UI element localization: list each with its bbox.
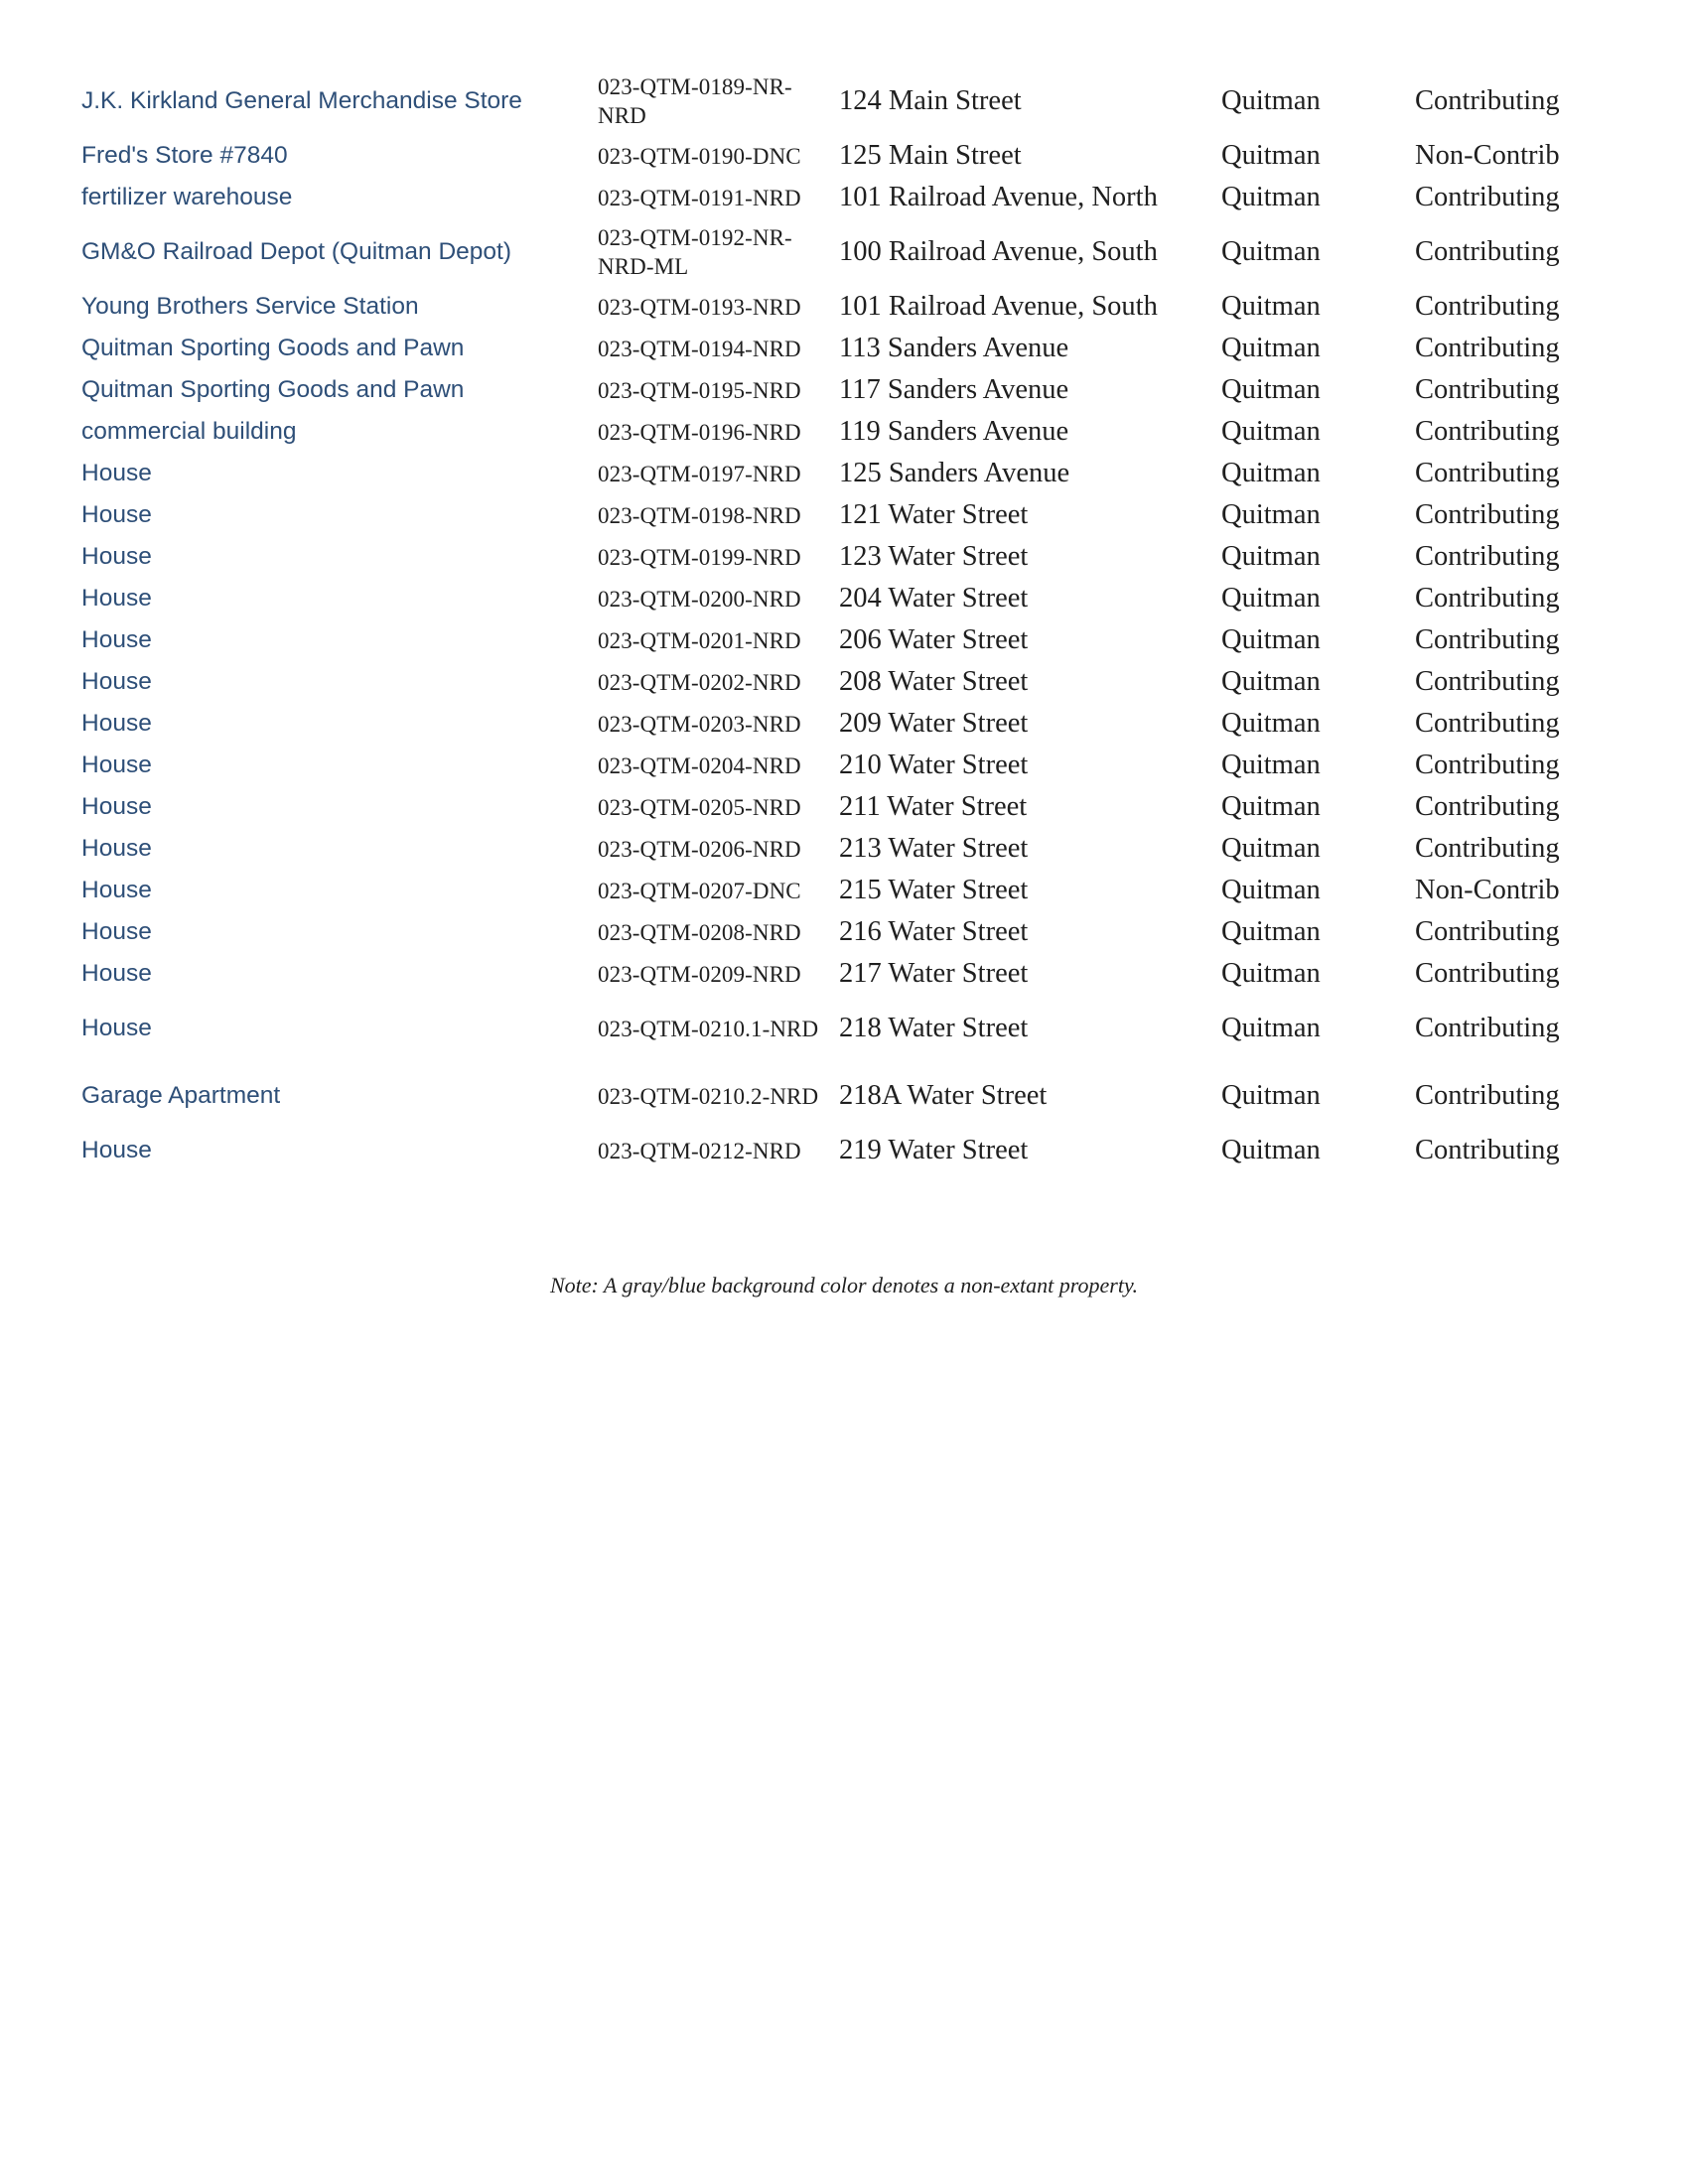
contributing-status: Contributing — [1415, 750, 1560, 780]
property-address: 100 Railroad Avenue, South — [839, 236, 1158, 267]
contributing-status: Contributing — [1415, 85, 1560, 116]
contributing-status: Contributing — [1415, 541, 1560, 572]
property-name: House — [81, 501, 152, 528]
property-address: 125 Sanders Avenue — [839, 458, 1070, 488]
contributing-status: Contributing — [1415, 374, 1560, 405]
table-row — [81, 218, 1614, 286]
property-name: House — [81, 877, 152, 903]
site-id: 023-QTM-0208-NRD — [598, 919, 801, 945]
site-id: 023-QTM-0203-NRD — [598, 711, 801, 737]
property-address: 210 Water Street — [839, 750, 1029, 780]
table-row — [81, 411, 1614, 453]
property-name: House — [81, 626, 152, 653]
site-id: 023-QTM-0207-DNC — [598, 878, 801, 903]
contributing-status: Contributing — [1415, 333, 1560, 363]
contributing-status: Non-Contrib — [1415, 140, 1560, 171]
property-address: 123 Water Street — [839, 541, 1029, 572]
table-body — [81, 68, 1614, 1171]
contributing-status: Contributing — [1415, 458, 1560, 488]
table-row — [81, 536, 1614, 578]
site-id: 023-QTM-0193-NRD — [598, 294, 801, 320]
site-id: 023-QTM-0198-NRD — [598, 502, 801, 528]
property-name: House — [81, 960, 152, 987]
property-name: House — [81, 543, 152, 570]
property-name: House — [81, 585, 152, 612]
property-name: House — [81, 1015, 152, 1041]
contributing-status: Contributing — [1415, 708, 1560, 739]
property-name: fertilizer warehouse — [81, 184, 293, 210]
property-address: 101 Railroad Avenue, South — [839, 291, 1158, 322]
site-id: 023-QTM-0206-NRD — [598, 836, 801, 862]
contributing-status: Contributing — [1415, 182, 1560, 212]
property-name: J.K. Kirkland General Merchandise Store — [81, 87, 522, 114]
site-id: 023-QTM-0200-NRD — [598, 586, 801, 612]
property-city: Quitman — [1221, 374, 1321, 405]
property-address: 217 Water Street — [839, 958, 1029, 989]
property-name: House — [81, 710, 152, 737]
property-address: 117 Sanders Avenue — [839, 374, 1069, 405]
property-address: 216 Water Street — [839, 916, 1029, 947]
contributing-status: Contributing — [1415, 958, 1560, 989]
contributing-status: Contributing — [1415, 916, 1560, 947]
property-name: Young Brothers Service Station — [81, 293, 419, 320]
property-address: 125 Main Street — [839, 140, 1022, 171]
property-city: Quitman — [1221, 182, 1321, 212]
contributing-status: Contributing — [1415, 833, 1560, 864]
property-city: Quitman — [1221, 833, 1321, 864]
site-id: 023-QTM-0204-NRD — [598, 752, 801, 778]
property-name: commercial building — [81, 418, 297, 445]
property-name: Garage Apartment — [81, 1082, 281, 1109]
property-name: House — [81, 751, 152, 778]
property-address: 113 Sanders Avenue — [839, 333, 1069, 363]
property-city: Quitman — [1221, 291, 1321, 322]
table-row — [81, 703, 1614, 745]
site-id: 023-QTM-0191-NRD — [598, 185, 801, 210]
property-city: Quitman — [1221, 140, 1321, 171]
table-row — [81, 453, 1614, 494]
property-name: House — [81, 1137, 152, 1163]
table-row — [81, 177, 1614, 218]
property-city: Quitman — [1221, 85, 1321, 116]
property-city: Quitman — [1221, 416, 1321, 447]
property-city: Quitman — [1221, 458, 1321, 488]
site-id: 023-QTM-0210.2-NRD — [598, 1083, 819, 1109]
property-address: 215 Water Street — [839, 875, 1029, 905]
property-name: Fred's Store #7840 — [81, 142, 288, 169]
table-row — [81, 911, 1614, 953]
site-id: 023-QTM-0197-NRD — [598, 461, 801, 486]
property-city: Quitman — [1221, 583, 1321, 614]
table-row — [81, 786, 1614, 828]
property-name: House — [81, 668, 152, 695]
property-name: House — [81, 918, 152, 945]
property-city: Quitman — [1221, 333, 1321, 363]
property-city: Quitman — [1221, 236, 1321, 267]
property-address: 211 Water Street — [839, 791, 1028, 822]
site-id: 023-QTM-0196-NRD — [598, 419, 801, 445]
property-address: 218A Water Street — [839, 1080, 1048, 1111]
property-city: Quitman — [1221, 1080, 1321, 1111]
table-row — [81, 1130, 1614, 1171]
property-name: Quitman Sporting Goods and Pawn — [81, 335, 465, 361]
property-name: House — [81, 793, 152, 820]
property-city: Quitman — [1221, 1135, 1321, 1165]
property-city: Quitman — [1221, 541, 1321, 572]
contributing-status: Contributing — [1415, 236, 1560, 267]
property-address: 124 Main Street — [839, 85, 1022, 116]
contributing-status: Contributing — [1415, 1080, 1560, 1111]
site-id: 023-QTM-0210.1-NRD — [598, 1016, 819, 1041]
table-row — [81, 661, 1614, 703]
property-address: 101 Railroad Avenue, North — [839, 182, 1158, 212]
property-address: 208 Water Street — [839, 666, 1029, 697]
property-city: Quitman — [1221, 958, 1321, 989]
contributing-status: Contributing — [1415, 791, 1560, 822]
property-inventory-table — [81, 68, 1614, 1171]
property-address: 121 Water Street — [839, 499, 1029, 530]
table-row — [81, 745, 1614, 786]
site-id: 023-QTM-0202-NRD — [598, 669, 801, 695]
site-id: 023-QTM-0205-NRD — [598, 794, 801, 820]
property-name: House — [81, 460, 152, 486]
property-city: Quitman — [1221, 750, 1321, 780]
property-city: Quitman — [1221, 791, 1321, 822]
property-city: Quitman — [1221, 499, 1321, 530]
table-row — [81, 953, 1614, 995]
property-address: 213 Water Street — [839, 833, 1029, 864]
table-row — [81, 328, 1614, 369]
table-row — [81, 494, 1614, 536]
contributing-status: Contributing — [1415, 1135, 1560, 1165]
property-address: 219 Water Street — [839, 1135, 1029, 1165]
property-city: Quitman — [1221, 624, 1321, 655]
table-row — [81, 369, 1614, 411]
contributing-status: Contributing — [1415, 624, 1560, 655]
table-footnote: Note: A gray/blue background color denotes a non-extant property. — [549, 1273, 1139, 1297]
table-row — [81, 68, 1614, 135]
table-row — [81, 619, 1614, 661]
property-name: House — [81, 835, 152, 862]
property-name: GM&O Railroad Depot (Quitman Depot) — [81, 238, 511, 265]
property-city: Quitman — [1221, 666, 1321, 697]
property-address: 204 Water Street — [839, 583, 1029, 614]
site-id: 023-QTM-0190-DNC — [598, 143, 801, 169]
table-row — [81, 828, 1614, 870]
property-address: 206 Water Street — [839, 624, 1029, 655]
site-id: 023-QTM-0189-NR-NRD — [598, 74, 792, 128]
table-row — [81, 578, 1614, 619]
table-row — [81, 135, 1614, 177]
contributing-status: Contributing — [1415, 1013, 1560, 1043]
contributing-status: Contributing — [1415, 291, 1560, 322]
site-id: 023-QTM-0195-NRD — [598, 377, 801, 403]
table-row — [81, 870, 1614, 911]
property-city: Quitman — [1221, 1013, 1321, 1043]
site-id: 023-QTM-0201-NRD — [598, 627, 801, 653]
property-address: 119 Sanders Avenue — [839, 416, 1069, 447]
property-city: Quitman — [1221, 875, 1321, 905]
site-id: 023-QTM-0199-NRD — [598, 544, 801, 570]
property-city: Quitman — [1221, 708, 1321, 739]
contributing-status: Contributing — [1415, 499, 1560, 530]
property-address: 218 Water Street — [839, 1013, 1029, 1043]
site-id: 023-QTM-0212-NRD — [598, 1138, 801, 1163]
contributing-status: Contributing — [1415, 416, 1560, 447]
site-id: 023-QTM-0192-NR-NRD-ML — [598, 225, 792, 279]
property-name: Quitman Sporting Goods and Pawn — [81, 376, 465, 403]
contributing-status: Contributing — [1415, 666, 1560, 697]
contributing-status: Contributing — [1415, 583, 1560, 614]
property-address: 209 Water Street — [839, 708, 1029, 739]
table-row — [81, 1062, 1614, 1130]
site-id: 023-QTM-0209-NRD — [598, 961, 801, 987]
table-row — [81, 995, 1614, 1062]
table-row — [81, 286, 1614, 328]
property-city: Quitman — [1221, 916, 1321, 947]
contributing-status: Non-Contrib — [1415, 875, 1560, 905]
site-id: 023-QTM-0194-NRD — [598, 336, 801, 361]
